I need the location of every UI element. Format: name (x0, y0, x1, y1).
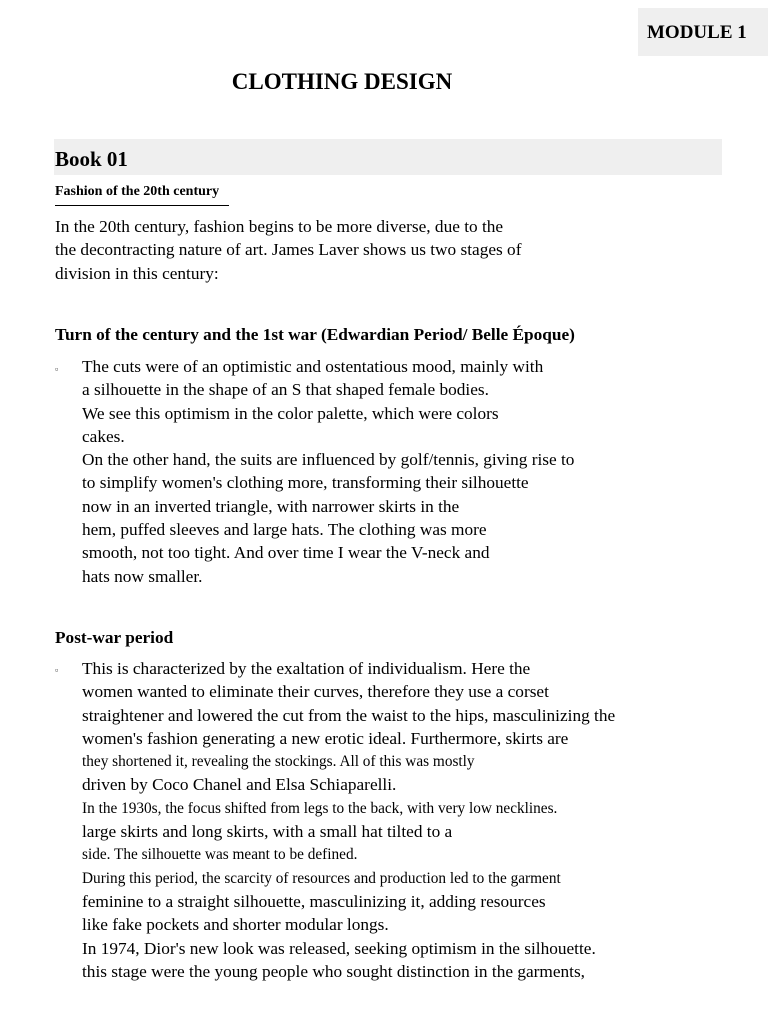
body-line: women's fashion generating a new erotic ideal. Furthermore, skirts are (82, 728, 569, 748)
body-line: In the 1930s, the focus shifted from legs to the back, with very low necklines. (82, 799, 558, 817)
body-line: they shortened it, revealing the stockings. All of this was mostly (82, 753, 475, 771)
book-title: Book 01 (55, 147, 128, 171)
book-header-bar (54, 139, 722, 175)
body-line: This is characterized by the exaltation of individualism. Here the (82, 659, 531, 678)
body-line: driven by Coco Chanel and Elsa Schiaparelli. (82, 775, 397, 795)
intro-paragraph (55, 215, 521, 285)
subtitle-underline (55, 205, 229, 206)
body-line: straightener and lowered the cut from the waist to the hips, masculinizing the (82, 705, 616, 725)
body-line: side. The silhouette was meant to be defined. (82, 846, 358, 864)
intro-line: division in this century: (55, 263, 219, 283)
section-body-post-war (82, 657, 615, 983)
intro-line: In the 20th century, fashion begins to be more diverse, due to the (55, 217, 504, 236)
section-heading-post-war: Post-war period (55, 628, 174, 647)
body-line: During this period, the scarcity of resources and production led to the garment (82, 869, 561, 887)
body-line: The cuts were of an optimistic and ostentatious mood, mainly with (82, 357, 544, 376)
body-line: large skirts and long skirts, with a small hat tilted to a (82, 822, 453, 842)
book-subtitle: Fashion of the 20th century (55, 184, 220, 199)
body-line: feminine to a straight silhouette, masculinizing it, adding resources (82, 891, 546, 911)
body-line: smooth, not too tight. And over time I wear the V-neck and (82, 543, 490, 563)
body-line: In 1974, Dior's new look was released, seeking optimism in the silhouette. (82, 938, 596, 958)
intro-line: the decontracting nature of art. James Laver shows us two stages of (55, 240, 522, 260)
body-line: like fake pockets and shorter modular longs. (82, 915, 389, 935)
body-line: a silhouette in the shape of an S that shaped female bodies. (82, 380, 489, 400)
body-line: cakes. (82, 426, 125, 446)
body-line: this stage were the young people who sought distinction in the garments, (82, 961, 585, 981)
body-line: On the other hand, the suits are influenced by golf/tennis, giving rise to (82, 450, 575, 470)
module-label: MODULE 1 (638, 8, 768, 56)
body-line: We see this optimism in the color palette, which were colors (82, 403, 499, 423)
body-line: hem, puffed sleeves and large hats. The clothing was more (82, 520, 487, 540)
body-line: hats now smaller. (82, 566, 203, 586)
body-line: women wanted to eliminate their curves, therefore they use a corset (82, 682, 549, 702)
bullet-square-icon: ▫ (55, 665, 59, 675)
document-title: CLOTHING DESIGN (231, 69, 453, 94)
body-line: to simplify women's clothing more, transforming their silhouette (82, 473, 529, 493)
section-heading-edwardian: Turn of the century and the 1st war (Edwardian Period/ Belle Époque) (55, 325, 575, 344)
body-line: now in an inverted triangle, with narrower skirts in the (82, 496, 460, 516)
section-body-edwardian (82, 355, 574, 588)
bullet-square-icon: ▫ (55, 364, 59, 374)
